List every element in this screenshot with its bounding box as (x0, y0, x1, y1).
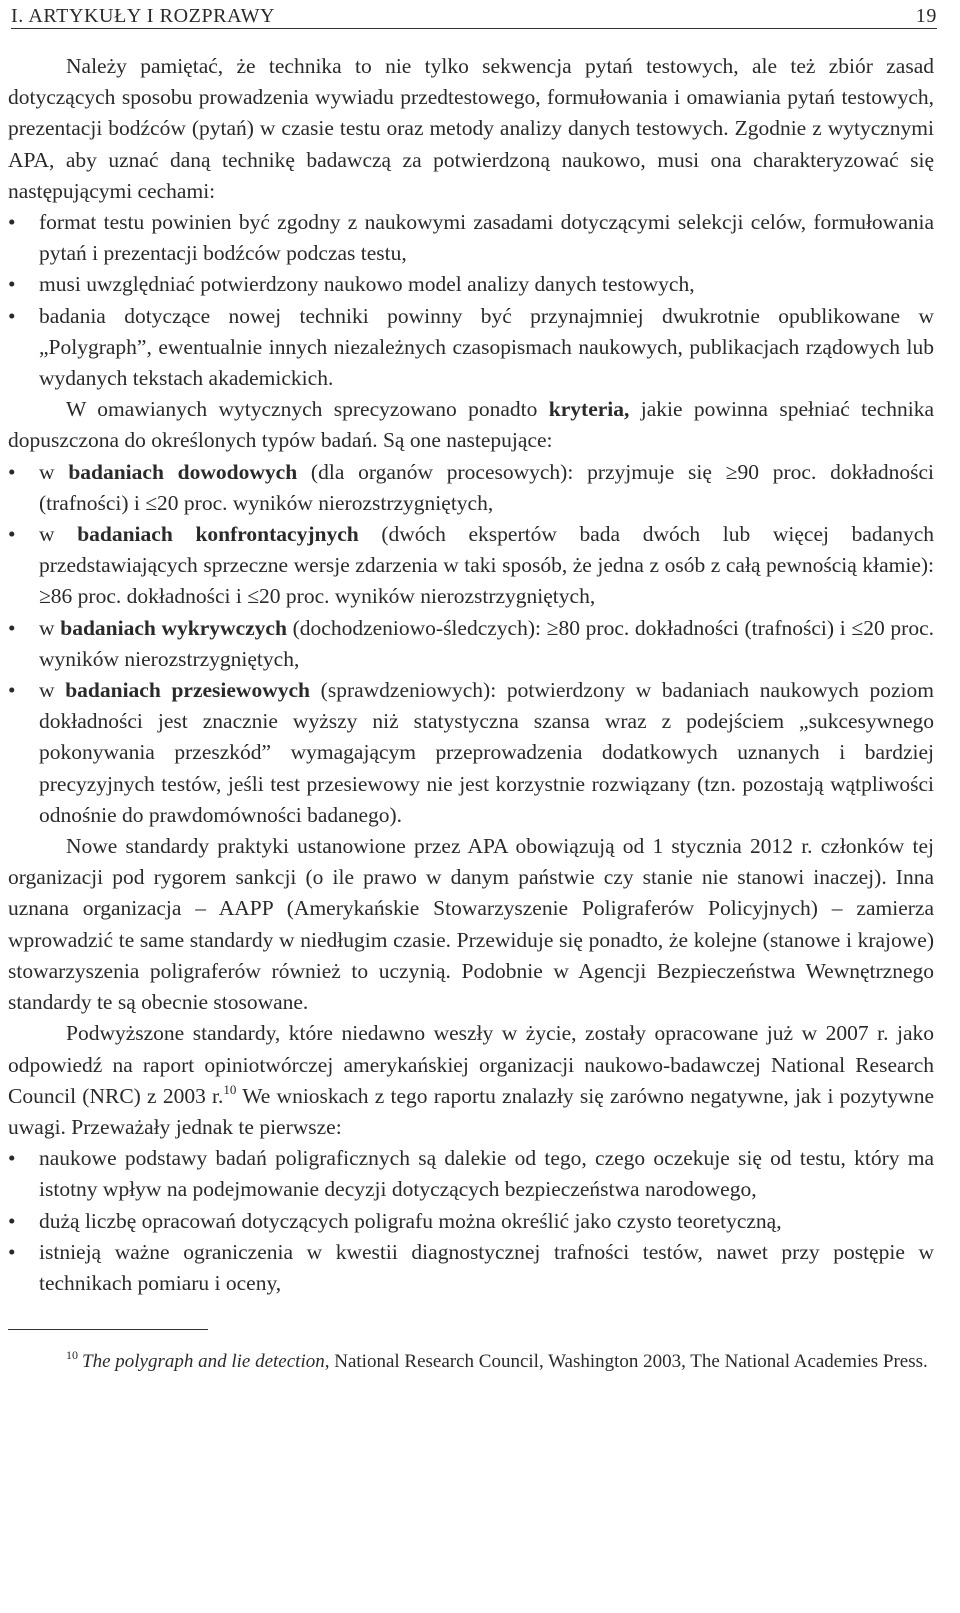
list-item: • format testu powinien być zgodny z naukowymi zasadami dotyczącymi selekcji celów, formułowania pytań i prezentacji bodźców podczas testu, (8, 207, 934, 269)
bullet-icon: • (8, 459, 16, 484)
footnote-title: The polygraph and lie detection (82, 1351, 325, 1373)
list-item: • w badaniach wykrywczych (dochodzeniowo-śledczych): ≥80 proc. dokładności (trafności) i ≤20 proc. wyników nierozstrzygniętych, (8, 613, 934, 675)
section-title: I. ARTYKUŁY I ROZPRAWY (11, 5, 276, 27)
bold-term: badaniach wykrywczych (60, 615, 287, 640)
page-number: 19 (915, 5, 937, 27)
footnote-number: 10 (66, 1348, 78, 1363)
bullet-icon: • (8, 1146, 16, 1171)
list-item: • istnieją ważne ograniczenia w kwestii diagnostycznej trafności testów, nawet przy postępie w technikach pomiaru i oceny, (8, 1237, 934, 1299)
criteria-list (8, 457, 934, 831)
list-item: • badania dotyczące nowej techniki powinny być przynajmniej dwukrotnie opublikowane w „Polygraph”, ewentualnie innych niezależnych czasopismach naukowych, publikacjach rządowych lub wydanych tekstach akademickich. (8, 301, 934, 395)
bullet-icon: • (8, 522, 16, 547)
footnote-divider (8, 1329, 208, 1330)
list-item: • w badaniach dowodowych (dla organów procesowych): przyjmuje się ≥90 proc. dokładności (trafności) i ≤20 proc. wyników nierozstrzygniętych, (8, 457, 934, 519)
bullet-list (8, 1143, 934, 1299)
footnote (8, 1342, 934, 1375)
bullet-icon: • (8, 678, 16, 703)
list-item: • w badaniach konfrontacyjnych (dwóch ekspertów bada dwóch lub więcej badanych przedstawiających sprzeczne wersje zdarzenia w taki sposób, że jedna z osób z całą pewnością kłamie): ≥86 proc. dokładności i ≤20 proc. wyników nierozstrzygniętych, (8, 519, 934, 613)
bullet-icon: • (8, 615, 16, 640)
paragraph: Podwyższone standardy, które niedawno weszły w życie, zostały opracowane już w 2007 r. jako odpowiedź na raport opiniotwórczej amerykańskiej organizacji naukowo-badawczej National Research Council (NRC) z 2003 r.$^{10}$ We wnioskach z tego raportu znalazły się zarówno negatywne, jak i pozytywne uwagi. Przeważały jednak te pierwsze: (8, 1021, 934, 1139)
bullet-icon: • (8, 210, 16, 235)
list-item: • musi uwzględniać potwierdzony naukowo model analizy danych testowych, (8, 269, 934, 300)
bold-term: badaniach konfrontacyjnych (77, 522, 359, 547)
bold-term: badaniach przesiewowych (65, 678, 310, 703)
footnote-text: , National Research Council, Washington 2003, The National Academies Press. (324, 1351, 928, 1373)
bold-term: badaniach dowodowych (68, 459, 298, 484)
bullet-icon: • (8, 303, 16, 328)
list-item: • naukowe podstawy badań poligraficznych są dalekie od tego, czego oczekuje się od testu, który ma istotny wpływ na podejmowanie decyzji dotyczących bezpieczeństwa narodowego, (8, 1143, 934, 1205)
footnote-reference[interactable]: 10 (223, 1081, 237, 1097)
paragraph: W omawianych wytycznych sprecyzowano ponadto kryteria, jakie powinna spełniać technika dopuszczona do określonych typów badań. Są one nastepujące: (8, 397, 935, 453)
bullet-icon: • (8, 1208, 16, 1233)
running-header (11, 0, 937, 29)
list-item: • w badaniach przesiewowych (sprawdzeniowych): potwierdzony w badaniach naukowych poziom dokładności jest znacznie wyższy niż statystyczna szansa wraz z podejściem „sukcesywnego pokonywania przeszkód” wymagającym przeprowadzenia dodatkowych uznanych i bardziej precyzyjnych testów, jeśli test przesiewowy nie jest korzystnie rozwiązany (tzn. pozostają wątpliwości odnośnie do prawdomówności badanego). (8, 675, 934, 831)
bullet-list (8, 207, 934, 394)
main-text (8, 51, 934, 1299)
bullet-icon: • (8, 1239, 16, 1264)
paragraph: Nowe standardy praktyki ustanowione przez APA obowiązują od 1 stycznia 2012 r. członków tej organizacji pod rygorem sankcji (o ile prawo w danym państwie czy stanie nie stanowi inaczej). Inna uznana organizacja – AAPP (Amerykańskie Stowarzyszenie Poligraferów Policyjnych) – zamierza wprowadzić te same standardy w niedługim czasie. Przewiduje się ponadto, że kolejne (stanowe i krajowe) stowarzyszenia poligraferów również to uczynią. Podobnie w Agencji Bezpieczeństwa Wewnętrznego standardy te są obecnie stosowane. (8, 834, 934, 1015)
bullet-icon: • (8, 272, 16, 297)
list-item: • dużą liczbę opracowań dotyczących poligrafu można określić jako czysto teoretyczną, (8, 1206, 934, 1237)
paragraph: Należy pamiętać, że technika to nie tylko sekwencja pytań testowych, ale też zbiór zasad dotyczących sposobu prowadzenia wywiadu przedtestowego, formułowania i omawiania pytań testowych, prezentacji bodźców (pytań) w czasie testu oraz metody analizy danych testowych. Zgodnie z wytycznymi APA, aby uznać daną technikę badawczą za potwierdzoną naukowo, musi ona charakteryzować się następującymi cechami: (8, 54, 934, 203)
bold-term: kryteria, (548, 397, 630, 422)
